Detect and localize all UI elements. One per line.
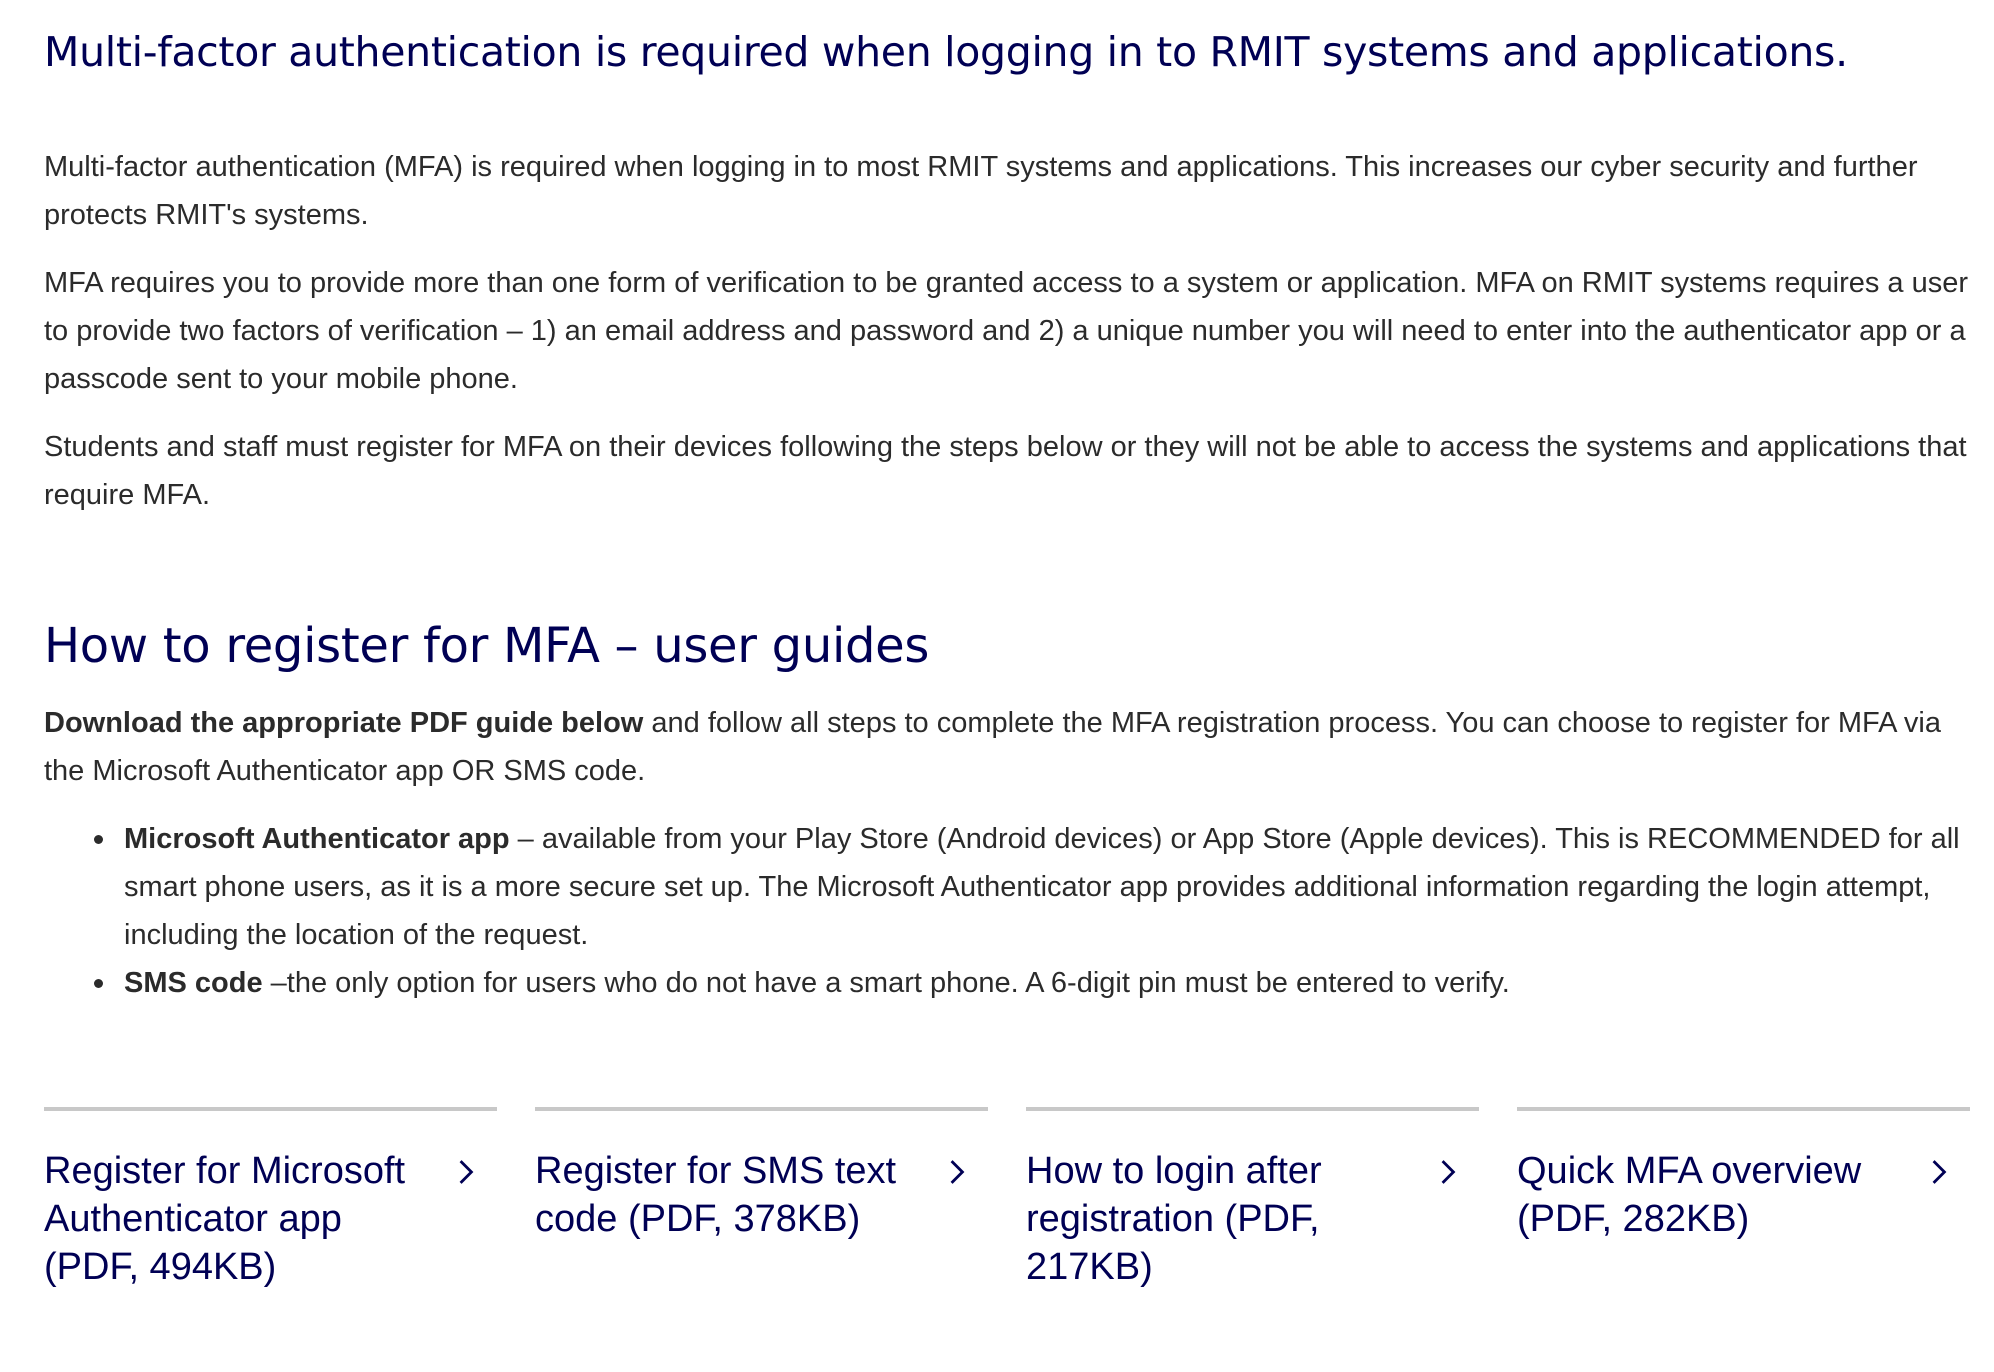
chevron-right-icon xyxy=(1435,1159,1461,1185)
option-name: Microsoft Authenticator app xyxy=(124,823,510,855)
guide-card-quick-overview[interactable] xyxy=(1517,1107,1970,1351)
guides-lead-text: and follow all steps to complete the MFA registration process. You can choose to register for MFA via the Microsoft Authenticator app OR SMS code. xyxy=(44,707,1941,787)
option-name: SMS code xyxy=(124,967,263,999)
option-description: –the only option for users who do not have a smart phone. A 6-digit pin must be entered to verify. xyxy=(262,967,1510,999)
chevron-right-icon xyxy=(453,1159,479,1185)
intro-section xyxy=(44,143,1969,539)
section-title-user-guides: How to register for MFA – user guides xyxy=(44,618,930,674)
guide-card-label: Register for SMS text code (PDF, 378KB) xyxy=(535,1150,897,1240)
bullet-icon xyxy=(94,979,103,988)
guide-card-label: Quick MFA overview (PDF, 282KB) xyxy=(1517,1150,1862,1240)
guides-section xyxy=(44,699,1969,1007)
guides-lead-bold: Download the appropriate PDF guide below xyxy=(44,707,644,739)
intro-paragraph-3: Students and staff must register for MFA on their devices following the steps below or they will not be able to access the systems and applications that require MFA. xyxy=(44,431,1967,511)
guides-lead-paragraph xyxy=(44,699,1969,795)
chevron-right-icon xyxy=(1926,1159,1952,1185)
list-item-sms-code xyxy=(124,959,1969,1007)
guide-card-authenticator-app[interactable] xyxy=(44,1107,497,1351)
page-title: Multi-factor authentication is required when logging in to RMIT systems and applications. xyxy=(44,28,1848,76)
guide-card-login-after-registration[interactable] xyxy=(1026,1107,1479,1351)
guide-card-sms-code[interactable] xyxy=(535,1107,988,1351)
registration-options-list xyxy=(44,815,1969,1007)
option-description: – available from your Play Store (Android devices) or App Store (Apple devices). This is RECOMMENDED for all smart phone users, as it is a more secure set up. The Microsoft Authenticator app provides additional information regarding the login attempt, including the location of the request. xyxy=(124,823,1960,951)
guide-card-label: Register for Microsoft Authenticator app (PDF, 494KB) xyxy=(44,1150,406,1288)
list-item-authenticator-app xyxy=(124,815,1969,959)
intro-paragraph-1: Multi-factor authentication (MFA) is required when logging in to most RMIT systems and applications. This increases our cyber security and further protects RMIT's systems. xyxy=(44,151,1918,231)
guide-card-label: How to login after registration (PDF, 217KB) xyxy=(1026,1150,1322,1288)
chevron-right-icon xyxy=(944,1159,970,1185)
guide-card-grid xyxy=(44,1107,1974,1347)
intro-paragraph-2: MFA requires you to provide more than one form of verification to be granted access to a system or application. MFA on RMIT systems requires a user to provide two factors of verification – 1) an email address and password and 2) a unique number you will need to enter into the authenticator app or a passcode sent to your mobile phone. xyxy=(44,267,1969,395)
bullet-icon xyxy=(94,835,103,844)
